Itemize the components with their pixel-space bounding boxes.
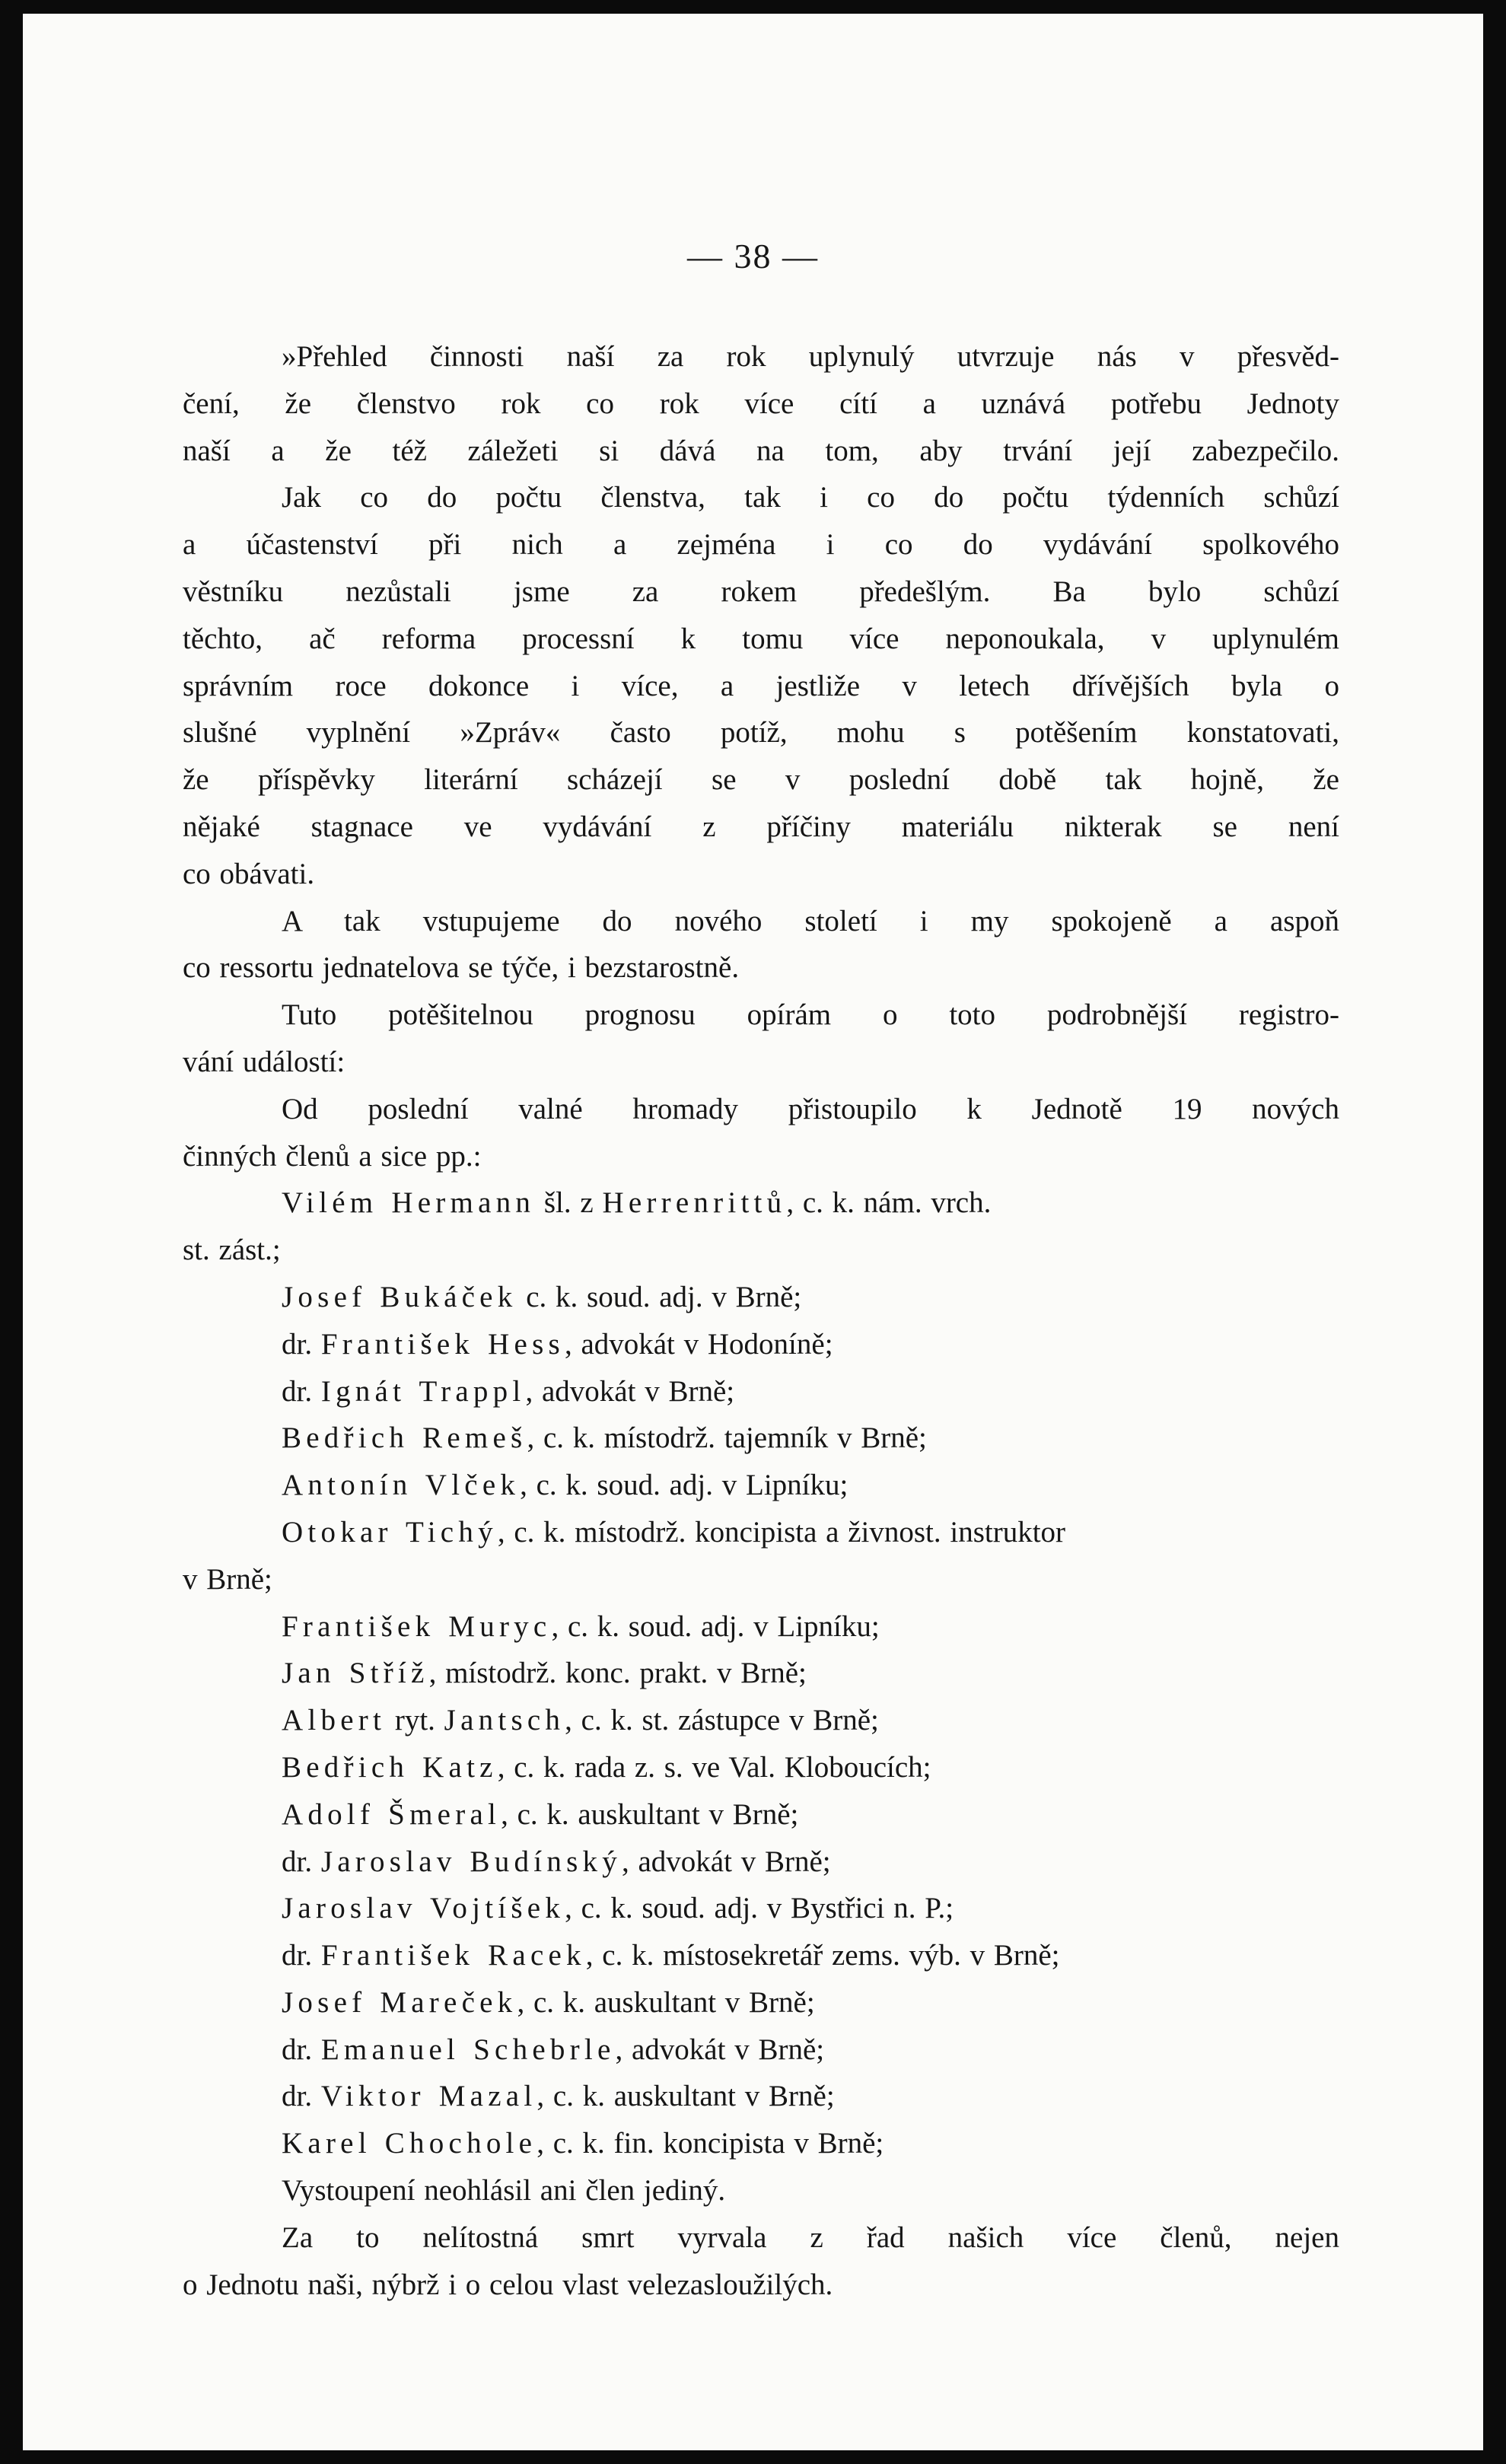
member-name: Vilém Hermann	[282, 1186, 536, 1220]
member-details: , c. k. auskultant v Brně;	[536, 2080, 835, 2113]
member-title: dr.	[282, 2033, 321, 2066]
member-title: dr.	[282, 1845, 321, 1878]
member-entry	[183, 1368, 1339, 1415]
member-entry	[183, 1885, 1339, 1932]
member-entry	[183, 1650, 1339, 1697]
paragraph-report-summary	[183, 333, 1339, 898]
paragraph-prognosis	[183, 992, 1339, 1086]
member-name: František Hess	[320, 1327, 565, 1361]
member-name: Jaroslav Budínský	[320, 1845, 622, 1878]
member-name: Herrenrittů	[602, 1186, 787, 1220]
member-details: , advokát v Hodoníně;	[564, 1327, 833, 1361]
member-name: Josef Mareček	[282, 1985, 517, 2019]
member-name: Adolf Šmeral	[282, 1797, 501, 1831]
text-line: Za to nelítostná smrt vyrvala z řad našich více členů, nejen	[282, 2220, 1339, 2254]
text-line: Tuto potěšitelnou prognosu opírám o toto podrobnější registro-	[282, 998, 1339, 1032]
paragraph-deaths	[183, 2214, 1339, 2309]
text-line: činných členů a sice pp.:	[183, 1139, 482, 1173]
member-entry	[183, 1509, 1339, 1556]
member-title: dr.	[282, 1939, 321, 1972]
member-details: , c. k. soud. adj. v Lipníku;	[520, 1469, 849, 1502]
text-line: že příspěvky literární scházejí se v poslední době tak hojně, že	[183, 763, 1339, 797]
member-title: dr.	[282, 1374, 321, 1408]
member-name: Viktor Mazal	[320, 2080, 537, 2113]
new-members-list	[183, 1179, 1339, 2167]
member-name: Ignát Trappl	[320, 1374, 526, 1408]
member-name: Bedřich Katz	[282, 1750, 498, 1784]
body-text	[183, 333, 1339, 2308]
text-line: slušné vyplnění »Zpráv« často potíž, mohu s potěšením konstatovati,	[183, 716, 1339, 750]
member-entry	[183, 1462, 1339, 1509]
member-details: , c. k. soud. adj. v Lipníku;	[551, 1609, 880, 1643]
text-line: A tak vstupujeme do nového století i my spokojeně a aspoň	[282, 904, 1339, 938]
member-entry	[183, 1979, 1339, 2026]
member-name: František Muryc	[282, 1609, 552, 1643]
member-details: , c. k. místodrž. koncipista a živnost. instruktor	[497, 1515, 1066, 1549]
member-details: šl. z	[535, 1186, 603, 1220]
member-name: Albert	[282, 1704, 387, 1737]
text-line: a účastenství při nich a zejména i co do vydávání spolkového	[183, 528, 1339, 562]
member-details: , advokát v Brně;	[525, 1374, 735, 1408]
member-name: Emanuel Schebrle	[320, 2033, 616, 2066]
text-line: těchto, ač reforma processní k tomu více neponoukala, v uplynulém	[183, 622, 1339, 655]
member-name: Jaroslav Vojtíšek	[282, 1892, 565, 1925]
member-entry	[183, 1697, 1339, 1744]
member-entry	[183, 1744, 1339, 1791]
member-details: , c. k. rada z. s. ve Val. Kloboucích;	[497, 1750, 931, 1784]
text-line: »Přehled činnosti naší za rok uplynulý utvrzuje nás v přesvěd-	[282, 340, 1339, 373]
text-line: naší a že též záležeti si dává na tom, aby trvání její zabezpečilo.	[183, 434, 1339, 467]
member-entry	[183, 1321, 1339, 1368]
text-line: o Jednotu naši, nýbrž i o celou vlast velezasloužilých.	[183, 2268, 833, 2301]
member-entry	[183, 1274, 1339, 1321]
member-name: František Racek	[320, 1939, 586, 1972]
member-details: , c. k. soud. adj. v Bystřici n. P.;	[565, 1892, 954, 1925]
text-line: Od poslední valné hromady přistoupilo k Jednotě 19 nových	[282, 1092, 1339, 1125]
member-entry	[183, 1603, 1339, 1651]
member-name: Jantsch	[444, 1704, 565, 1737]
member-details: ryt.	[386, 1704, 444, 1737]
member-name: Josef Bukáček	[282, 1280, 517, 1313]
paragraph-new-century	[183, 898, 1339, 992]
book-page	[23, 14, 1483, 2450]
member-name: Antonín Vlček	[282, 1469, 521, 1502]
member-entry-continuation: st. zást.;	[183, 1234, 281, 1267]
text-line: Jak co do počtu členstva, tak i co do počtu týdenních schůzí	[282, 481, 1339, 514]
member-details: , c. k. místodrž. tajemník v Brně;	[527, 1421, 927, 1455]
text-line: co obávati.	[183, 857, 315, 890]
paragraph-new-members-intro	[183, 1086, 1339, 1180]
closing-line: Vystoupení neohlásil ani člen jediný.	[282, 2174, 726, 2208]
member-entry-continuation: v Brně;	[183, 1562, 272, 1596]
text-line: co ressortu jednatelova se týče, i bezstarostně.	[183, 951, 740, 985]
member-details: , c. k. auskultant v Brně;	[501, 1797, 799, 1831]
page-number: — 38 —	[687, 237, 819, 275]
member-details: , c. k. fin. koncipista v Brně;	[536, 2127, 884, 2160]
member-details: , místodrž. konc. prakt. v Brně;	[428, 1657, 807, 1690]
member-entry	[183, 1838, 1339, 1886]
member-name: Otokar Tichý	[282, 1515, 498, 1549]
member-name: Karel Chochole	[282, 2127, 537, 2160]
member-details: , advokát v Brně;	[622, 1845, 831, 1878]
member-details: , c. k. nám. vrch.	[786, 1186, 992, 1220]
member-entry	[183, 1415, 1339, 1462]
member-details: , c. k. auskultant v Brně;	[517, 1985, 815, 2019]
member-name: Jan Stříž	[282, 1657, 429, 1690]
member-entry	[183, 1179, 1339, 1227]
text-line: vání událostí:	[183, 1045, 345, 1078]
member-entry	[183, 2026, 1339, 2074]
member-entry	[183, 1791, 1339, 1838]
text-line: věstníku nezůstali jsme za rokem předešlým. Ba bylo schůzí	[183, 575, 1339, 608]
member-entry	[183, 2073, 1339, 2120]
member-details: c. k. soud. adj. v Brně;	[517, 1280, 802, 1313]
member-details: , c. k. místosekretář zems. výb. v Brně;	[585, 1939, 1060, 1972]
member-name: Bedřich Remeš	[282, 1421, 527, 1455]
text-line: správním roce dokonce i více, a jestliže v letech dřívějších byla o	[183, 669, 1339, 702]
member-entry	[183, 1932, 1339, 1979]
member-details: , c. k. st. zástupce v Brně;	[565, 1704, 879, 1737]
text-line: čení, že členstvo rok co rok více cítí a uznává potřebu Jednoty	[183, 387, 1339, 420]
member-details: , advokát v Brně;	[615, 2033, 825, 2066]
member-title: dr.	[282, 1327, 321, 1361]
text-line: nějaké stagnace ve vydávání z příčiny materiálu nikterak se není	[183, 810, 1339, 843]
member-title: dr.	[282, 2080, 321, 2113]
member-entry	[183, 2120, 1339, 2167]
